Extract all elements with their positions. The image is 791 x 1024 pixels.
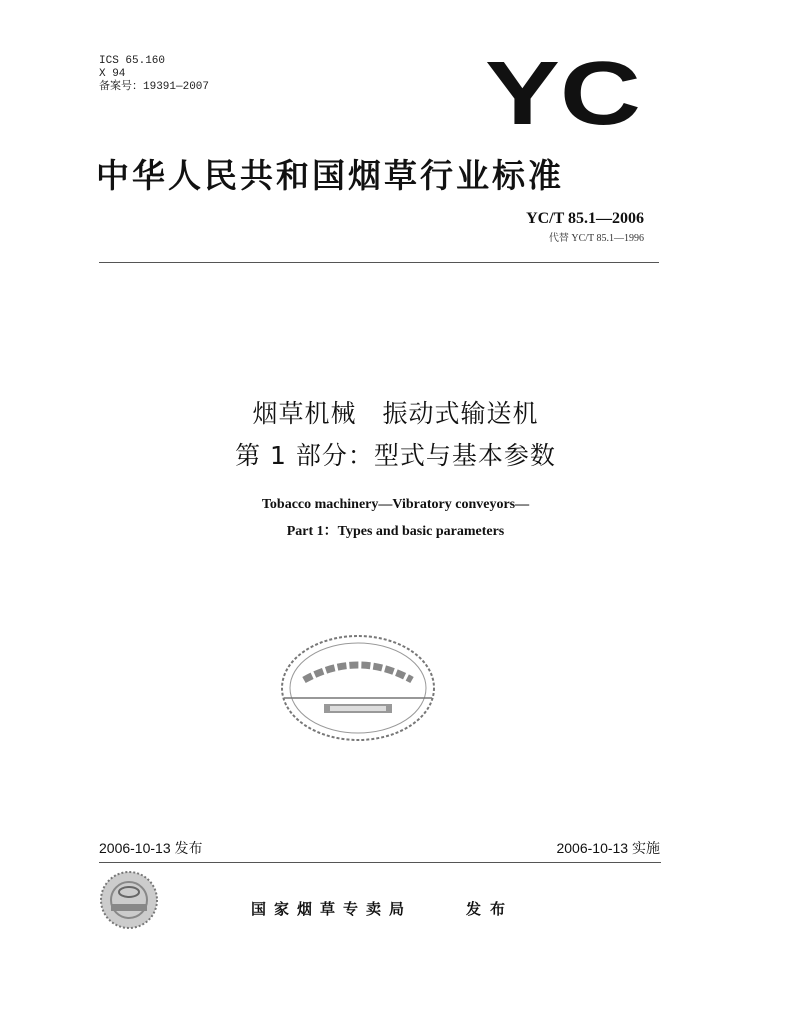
replaces-note: 代替 YC/T 85.1—1996	[548, 233, 644, 244]
publish-label: 发布	[466, 900, 515, 918]
publisher-name: 国家烟草专卖局	[251, 900, 413, 918]
publisher-seal	[94, 868, 164, 932]
english-title-line-1: Tobacco machinery—Vibratory conveyors—	[261, 497, 530, 512]
classification-block	[99, 55, 209, 94]
top-divider	[99, 262, 659, 263]
chinese-title-line-2: 第 1 部分：型式与基本参数	[235, 441, 556, 470]
library-stamp	[278, 632, 438, 744]
english-title-line-2: Part 1：Types and basic parameters	[286, 524, 505, 539]
org-title: 中华人民共和国烟草行业标准	[96, 156, 564, 195]
yc-logo	[484, 58, 642, 128]
ics-code: ICS 65.160	[99, 55, 166, 67]
implementation-date: 2006-10-13 实施	[556, 840, 660, 856]
chinese-title-line-1: 烟草机械 振动式输送机	[252, 399, 539, 428]
bottom-divider	[99, 862, 661, 863]
filing-number: 备案号：19391—2007	[99, 81, 210, 93]
standard-code-block	[526, 210, 644, 244]
release-date: 2006-10-13 发布	[99, 840, 203, 856]
category-code: X 94	[99, 68, 126, 80]
svg-text:YC: YC	[485, 58, 641, 128]
standard-code: YC/T 85.1—2006	[526, 210, 644, 227]
